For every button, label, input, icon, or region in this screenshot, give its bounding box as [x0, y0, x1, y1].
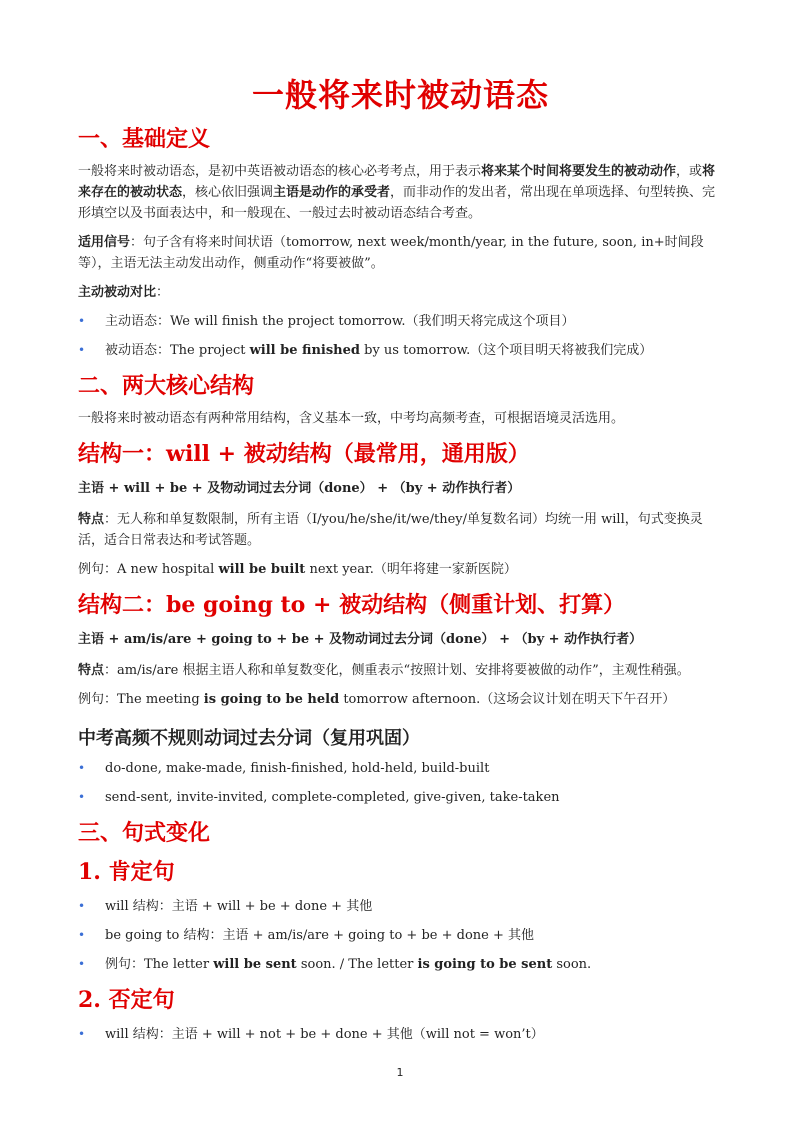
- list-item-passive: [78, 340, 723, 361]
- signal-text: ：句子含有将来时间状语（tomorrow, next week/month/year, in the future, soon, in+时间段等），主语无法主动发出动作，侧重动作“将要被做”。: [78, 235, 704, 271]
- structure1-feature: [78, 509, 723, 551]
- negative-heading: 2. 否定句: [78, 987, 175, 1013]
- text-segment: 被动语态：The project: [105, 343, 250, 358]
- bold-text: is going to be sent: [417, 957, 553, 972]
- feature-text: ：am/is/are 根据主语人称和单复数变化，侧重表示“按照计划、安排将要被做的动作”，主观性稍强。: [104, 663, 690, 678]
- compare-list: [78, 311, 723, 361]
- list-item: • will 结构：主语 + will + be + done + 其他: [78, 896, 723, 917]
- list-item: • do-done, make-made, finish-finished, hold-held, build-built: [78, 758, 723, 779]
- feature-label: 特点: [78, 512, 105, 527]
- document-title: 一般将来时被动语态: [251, 76, 549, 114]
- text-segment: 例句：The letter: [105, 957, 214, 972]
- feature-label: 特点: [78, 663, 105, 678]
- section-heading-sentence-forms: 三、句式变化: [78, 821, 211, 846]
- structure2-heading: 结构二：be going to + 被动结构（侧重计划、打算）: [78, 592, 626, 618]
- compare-colon: ：: [156, 285, 170, 300]
- text-segment: next year.（明年将建一家新医院）: [305, 562, 517, 577]
- structure1-heading: 结构一：will + 被动结构（最常用，通用版）: [78, 441, 530, 467]
- list-item: • be going to 结构：主语 + am/is/are + going to + be + done + 其他: [78, 925, 723, 946]
- bold-text: 主语是动作的承受者: [273, 185, 391, 200]
- text-segment: by us tomorrow.（这个项目明天将被我们完成）: [360, 343, 653, 358]
- compare-label: 主动被动对比: [78, 285, 157, 300]
- list-item: • will 结构：主语 + will + not + be + done + 其他（will not = won’t）: [78, 1024, 723, 1045]
- intro-paragraph: [78, 161, 723, 224]
- document-page: [78, 70, 723, 1053]
- list-item: [78, 954, 723, 975]
- text-segment: ，或: [676, 164, 703, 179]
- text-segment: 一般将来时被动语态，是初中英语被动语态的核心必考考点，用于表示: [78, 164, 482, 179]
- irregular-verbs-heading: 中考高频不规则动词过去分词（复用巩固）: [78, 728, 420, 749]
- section-heading-structures: 二、两大核心结构: [78, 374, 255, 399]
- text-segment: 例句：The meeting: [78, 692, 204, 707]
- bold-text: will be finished: [249, 343, 360, 358]
- text-segment: soon. / The letter: [296, 957, 418, 972]
- text-segment: tomorrow afternoon.（这场会议计划在明天下午召开）: [339, 692, 676, 707]
- structures-intro: 一般将来时被动语态有两种常用结构，含义基本一致，中考均高频考查，可根据语境灵活选用。: [78, 411, 625, 426]
- negative-list: [78, 1024, 723, 1045]
- irregular-verbs-list: [78, 758, 723, 808]
- affirmative-heading: 1. 肯定句: [78, 859, 175, 885]
- affirmative-list: [78, 896, 723, 975]
- text-segment: ，核心依旧强调: [182, 185, 274, 200]
- bold-text: 将来某个时间将要发生的被动动作: [481, 164, 677, 179]
- list-item-active: • 主动语态：We will finish the project tomorrow.（我们明天将完成这个项目）: [78, 311, 723, 332]
- signal-label: 适用信号: [78, 235, 131, 250]
- list-item: • send-sent, invite-invited, complete-completed, give-given, take-taken: [78, 787, 723, 808]
- structure2-example: [78, 689, 723, 710]
- bold-text: will be sent: [213, 957, 297, 972]
- structure2-formula: 主语 + am/is/are + going to + be + 及物动词过去分词（done） + （by + 动作执行者）: [78, 632, 643, 647]
- structure2-feature: [78, 660, 723, 681]
- text-segment: ，而非动作的发出者，常出现在单项选择、句型转换、完形填空以及书面表达中，和一般现在、一般过去时被动语态结合考查。: [78, 185, 716, 221]
- bold-text: 将来存在的被动状态: [78, 164, 716, 200]
- section-heading-basic: 一、基础定义: [78, 127, 211, 152]
- feature-text: ：无人称和单复数限制，所有主语（I/you/he/she/it/we/they/单复数名词）均统一用 will，句式变换灵活，适合日常表达和考试答题。: [78, 512, 703, 548]
- signal-paragraph: [78, 232, 723, 274]
- text-segment: 例句：A new hospital: [78, 562, 219, 577]
- text-segment: soon.: [552, 957, 592, 972]
- compare-paragraph: [78, 282, 723, 303]
- bold-text: is going to be held: [203, 692, 340, 707]
- page-number: 1: [396, 1066, 404, 1079]
- structure1-formula: 主语 + will + be + 及物动词过去分词（done） + （by + 动作执行者）: [78, 481, 521, 496]
- structure1-example: [78, 559, 723, 580]
- bold-text: will be built: [218, 562, 306, 577]
